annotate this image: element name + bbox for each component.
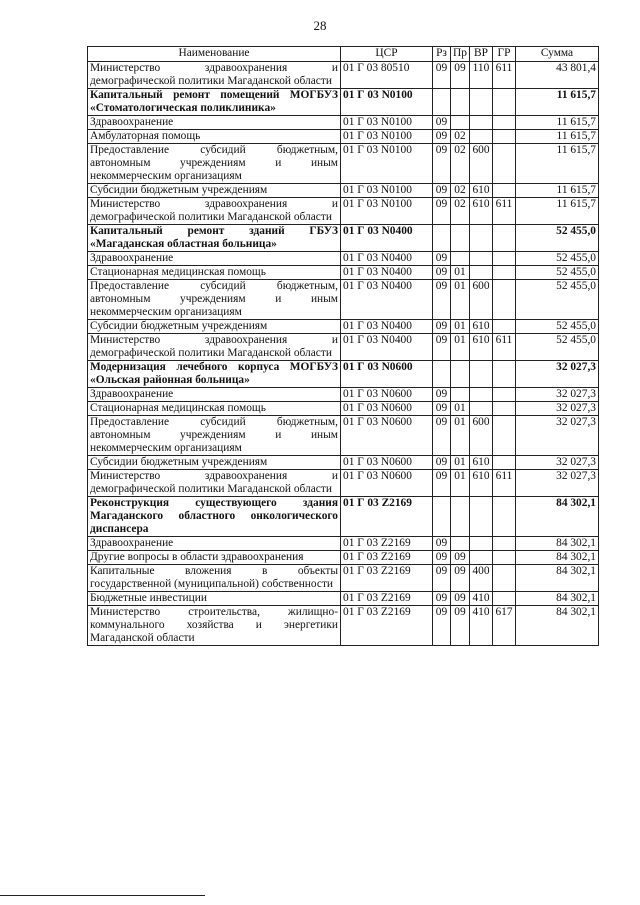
row-rz: 09 xyxy=(433,130,451,144)
row-pr: 02 xyxy=(451,198,470,225)
row-vr: 600 xyxy=(470,416,493,456)
row-gr: 617 xyxy=(493,606,516,646)
row-pr xyxy=(451,537,470,551)
table-row xyxy=(88,266,599,280)
row-pr: 09 xyxy=(451,62,470,89)
row-pr xyxy=(451,116,470,130)
page-number: 28 xyxy=(313,18,327,33)
row-sum: 11 615,7 xyxy=(516,184,599,198)
row-csr: 01 Г 03 N0400 xyxy=(341,320,433,334)
table-row xyxy=(88,89,599,116)
row-csr: 01 Г 03 N0400 xyxy=(341,280,433,320)
row-vr xyxy=(470,402,493,416)
table-row xyxy=(88,470,599,497)
row-gr xyxy=(493,592,516,606)
row-sum: 11 615,7 xyxy=(516,144,599,184)
table-row xyxy=(88,606,599,646)
row-pr: 09 xyxy=(451,606,470,646)
row-gr: 611 xyxy=(493,334,516,361)
row-csr: 01 Г 03 Z2169 xyxy=(341,551,433,565)
row-vr xyxy=(470,361,493,388)
row-gr xyxy=(493,551,516,565)
row-rz: 09 xyxy=(433,416,451,456)
row-vr xyxy=(470,130,493,144)
row-gr xyxy=(493,280,516,320)
table-row xyxy=(88,144,599,184)
row-rz: 09 xyxy=(433,184,451,198)
row-name: Субсидии бюджетным учреждениям xyxy=(88,456,341,470)
row-sum: 11 615,7 xyxy=(516,130,599,144)
row-vr xyxy=(470,537,493,551)
row-sum: 11 615,7 xyxy=(516,89,599,116)
row-vr: 610 xyxy=(470,470,493,497)
table-header-row xyxy=(88,47,599,62)
row-csr: 01 Г 03 N0400 xyxy=(341,252,433,266)
row-gr xyxy=(493,225,516,252)
row-rz: 09 xyxy=(433,198,451,225)
row-csr: 01 Г 03 N0600 xyxy=(341,470,433,497)
row-gr: 611 xyxy=(493,470,516,497)
row-rz: 09 xyxy=(433,144,451,184)
row-gr xyxy=(493,184,516,198)
row-sum: 32 027,3 xyxy=(516,361,599,388)
row-csr: 01 Г 03 N0400 xyxy=(341,334,433,361)
row-rz: 09 xyxy=(433,402,451,416)
row-name: Капитальные вложения в объекты государственной (муниципальной) собственности xyxy=(88,565,341,592)
row-pr: 01 xyxy=(451,266,470,280)
row-name: Здравоохранение xyxy=(88,388,341,402)
row-sum: 52 455,0 xyxy=(516,320,599,334)
row-rz: 09 xyxy=(433,606,451,646)
row-gr xyxy=(493,89,516,116)
row-csr: 01 Г 03 Z2169 xyxy=(341,592,433,606)
row-rz: 09 xyxy=(433,266,451,280)
row-gr xyxy=(493,456,516,470)
row-csr: 01 Г 03 N0600 xyxy=(341,416,433,456)
row-name: Здравоохранение xyxy=(88,116,341,130)
row-csr: 01 Г 03 N0600 xyxy=(341,388,433,402)
row-name: Министерство здравоохранения и демографической политики Магаданской области xyxy=(88,198,341,225)
row-pr xyxy=(451,361,470,388)
row-sum: 52 455,0 xyxy=(516,334,599,361)
row-name: Капитальный ремонт зданий ГБУЗ «Магаданская областная больница» xyxy=(88,225,341,252)
row-pr xyxy=(451,89,470,116)
row-csr: 01 Г 03 N0100 xyxy=(341,144,433,184)
row-pr: 09 xyxy=(451,565,470,592)
row-sum: 84 302,1 xyxy=(516,592,599,606)
row-rz: 09 xyxy=(433,592,451,606)
row-csr: 01 Г 03 N0100 xyxy=(341,198,433,225)
row-pr: 02 xyxy=(451,144,470,184)
table-row xyxy=(88,130,599,144)
row-name: Амбулаторная помощь xyxy=(88,130,341,144)
row-name: Стационарная медицинская помощь xyxy=(88,402,341,416)
row-name: Здравоохранение xyxy=(88,537,341,551)
row-pr: 02 xyxy=(451,184,470,198)
row-sum: 84 302,1 xyxy=(516,551,599,565)
row-csr: 01 Г 03 N0400 xyxy=(341,266,433,280)
table-row xyxy=(88,388,599,402)
row-gr xyxy=(493,320,516,334)
row-name: Субсидии бюджетным учреждениям xyxy=(88,320,341,334)
row-name: Другие вопросы в области здравоохранения xyxy=(88,551,341,565)
row-vr xyxy=(470,252,493,266)
row-gr xyxy=(493,361,516,388)
row-pr: 02 xyxy=(451,130,470,144)
budget-table xyxy=(87,46,599,646)
row-pr: 01 xyxy=(451,416,470,456)
row-csr: 01 Г 03 N0600 xyxy=(341,361,433,388)
header-rz: Рз xyxy=(433,47,451,62)
row-gr xyxy=(493,252,516,266)
row-name: Предоставление субсидий бюджетным, автономным учреждениям и иным некоммерческим организациям xyxy=(88,280,341,320)
row-sum: 52 455,0 xyxy=(516,280,599,320)
row-csr: 01 Г 03 N0600 xyxy=(341,456,433,470)
row-vr xyxy=(470,225,493,252)
row-gr xyxy=(493,144,516,184)
row-pr: 01 xyxy=(451,334,470,361)
row-csr: 01 Г 03 Z2169 xyxy=(341,606,433,646)
row-name: Модернизация лечебного корпуса МОГБУЗ «Ольская районная больница» xyxy=(88,361,341,388)
row-csr: 01 Г 03 Z2169 xyxy=(341,537,433,551)
header-vr: ВР xyxy=(470,47,493,62)
table-row xyxy=(88,320,599,334)
row-pr: 09 xyxy=(451,551,470,565)
table-row xyxy=(88,280,599,320)
row-vr xyxy=(470,116,493,130)
row-gr xyxy=(493,402,516,416)
row-rz: 09 xyxy=(433,280,451,320)
row-rz: 09 xyxy=(433,565,451,592)
table-row xyxy=(88,537,599,551)
row-sum: 32 027,3 xyxy=(516,388,599,402)
row-rz: 09 xyxy=(433,116,451,130)
row-name: Здравоохранение xyxy=(88,252,341,266)
row-rz: 09 xyxy=(433,470,451,497)
row-vr: 610 xyxy=(470,334,493,361)
row-vr: 610 xyxy=(470,320,493,334)
row-rz: 09 xyxy=(433,388,451,402)
row-name: Субсидии бюджетным учреждениям xyxy=(88,184,341,198)
row-gr xyxy=(493,130,516,144)
row-csr: 01 Г 03 N0100 xyxy=(341,89,433,116)
row-gr xyxy=(493,388,516,402)
table-row xyxy=(88,252,599,266)
row-sum: 84 302,1 xyxy=(516,537,599,551)
row-csr: 01 Г 03 N0100 xyxy=(341,184,433,198)
row-gr xyxy=(493,266,516,280)
row-vr: 110 xyxy=(470,62,493,89)
row-vr: 410 xyxy=(470,592,493,606)
row-pr: 01 xyxy=(451,280,470,320)
row-sum: 32 027,3 xyxy=(516,416,599,456)
row-name: Предоставление субсидий бюджетным, автономным учреждениям и иным некоммерческим организациям xyxy=(88,416,341,456)
table-row xyxy=(88,225,599,252)
row-vr: 410 xyxy=(470,606,493,646)
row-csr: 01 Г 03 Z2169 xyxy=(341,565,433,592)
header-name: Наименование xyxy=(88,47,341,62)
row-vr xyxy=(470,266,493,280)
table-row xyxy=(88,497,599,537)
row-csr: 01 Г 03 Z2169 xyxy=(341,497,433,537)
row-vr: 600 xyxy=(470,280,493,320)
row-vr: 610 xyxy=(470,184,493,198)
row-sum: 32 027,3 xyxy=(516,470,599,497)
row-pr xyxy=(451,225,470,252)
table-row xyxy=(88,592,599,606)
row-gr xyxy=(493,565,516,592)
row-pr: 01 xyxy=(451,470,470,497)
row-csr: 01 Г 03 N0100 xyxy=(341,116,433,130)
footnote-divider xyxy=(0,895,205,896)
row-rz xyxy=(433,89,451,116)
row-vr: 600 xyxy=(470,144,493,184)
row-rz xyxy=(433,497,451,537)
row-sum: 84 302,1 xyxy=(516,497,599,537)
table-row xyxy=(88,402,599,416)
row-vr xyxy=(470,89,493,116)
row-rz: 09 xyxy=(433,62,451,89)
table-row xyxy=(88,551,599,565)
row-sum: 32 027,3 xyxy=(516,402,599,416)
row-vr xyxy=(470,551,493,565)
table-row xyxy=(88,62,599,89)
row-rz xyxy=(433,225,451,252)
row-sum: 52 455,0 xyxy=(516,266,599,280)
row-gr xyxy=(493,416,516,456)
row-rz: 09 xyxy=(433,551,451,565)
row-pr: 01 xyxy=(451,402,470,416)
header-csr: ЦСР xyxy=(341,47,433,62)
row-pr: 01 xyxy=(451,320,470,334)
row-pr xyxy=(451,252,470,266)
row-sum: 43 801,4 xyxy=(516,62,599,89)
table-row xyxy=(88,184,599,198)
table-row xyxy=(88,456,599,470)
row-vr: 400 xyxy=(470,565,493,592)
row-vr xyxy=(470,388,493,402)
row-name: Реконструкция существующего здания Магаданского областного онкологического диспансера xyxy=(88,497,341,537)
row-vr: 610 xyxy=(470,198,493,225)
row-name: Министерство здравоохранения и демографической политики Магаданской области xyxy=(88,334,341,361)
row-pr xyxy=(451,497,470,537)
row-rz: 09 xyxy=(433,252,451,266)
row-sum: 32 027,3 xyxy=(516,456,599,470)
row-vr xyxy=(470,497,493,537)
row-name: Бюджетные инвестиции xyxy=(88,592,341,606)
row-sum: 84 302,1 xyxy=(516,606,599,646)
row-gr: 611 xyxy=(493,62,516,89)
table-row xyxy=(88,116,599,130)
row-rz: 09 xyxy=(433,320,451,334)
header-gr: ГР xyxy=(493,47,516,62)
row-gr: 611 xyxy=(493,198,516,225)
row-csr: 01 Г 03 80510 xyxy=(341,62,433,89)
row-vr: 610 xyxy=(470,456,493,470)
row-name: Министерство здравоохранения и демографической политики Магаданской области xyxy=(88,470,341,497)
table-row xyxy=(88,565,599,592)
row-pr xyxy=(451,388,470,402)
header-sum: Сумма xyxy=(516,47,599,62)
row-csr: 01 Г 03 N0600 xyxy=(341,402,433,416)
row-sum: 11 615,7 xyxy=(516,116,599,130)
row-pr: 09 xyxy=(451,592,470,606)
row-name: Капитальный ремонт помещений МОГБУЗ «Стоматологическая поликлиника» xyxy=(88,89,341,116)
row-rz: 09 xyxy=(433,334,451,361)
row-csr: 01 Г 03 N0100 xyxy=(341,130,433,144)
row-gr xyxy=(493,497,516,537)
row-sum: 84 302,1 xyxy=(516,565,599,592)
row-pr: 01 xyxy=(451,456,470,470)
row-name: Министерство строительства, жилищно-коммунального хозяйства и энергетики Магаданской области xyxy=(88,606,341,646)
header-pr: Пр xyxy=(451,47,470,62)
table-row xyxy=(88,416,599,456)
row-rz: 09 xyxy=(433,456,451,470)
table-row xyxy=(88,361,599,388)
row-sum: 52 455,0 xyxy=(516,225,599,252)
row-sum: 52 455,0 xyxy=(516,252,599,266)
row-rz: 09 xyxy=(433,537,451,551)
row-name: Министерство здравоохранения и демографической политики Магаданской области xyxy=(88,62,341,89)
row-name: Предоставление субсидий бюджетным, автономным учреждениям и иным некоммерческим организациям xyxy=(88,144,341,184)
row-rz xyxy=(433,361,451,388)
row-name: Стационарная медицинская помощь xyxy=(88,266,341,280)
row-sum: 11 615,7 xyxy=(516,198,599,225)
row-csr: 01 Г 03 N0400 xyxy=(341,225,433,252)
table-row xyxy=(88,334,599,361)
row-gr xyxy=(493,116,516,130)
table-row xyxy=(88,198,599,225)
row-gr xyxy=(493,537,516,551)
